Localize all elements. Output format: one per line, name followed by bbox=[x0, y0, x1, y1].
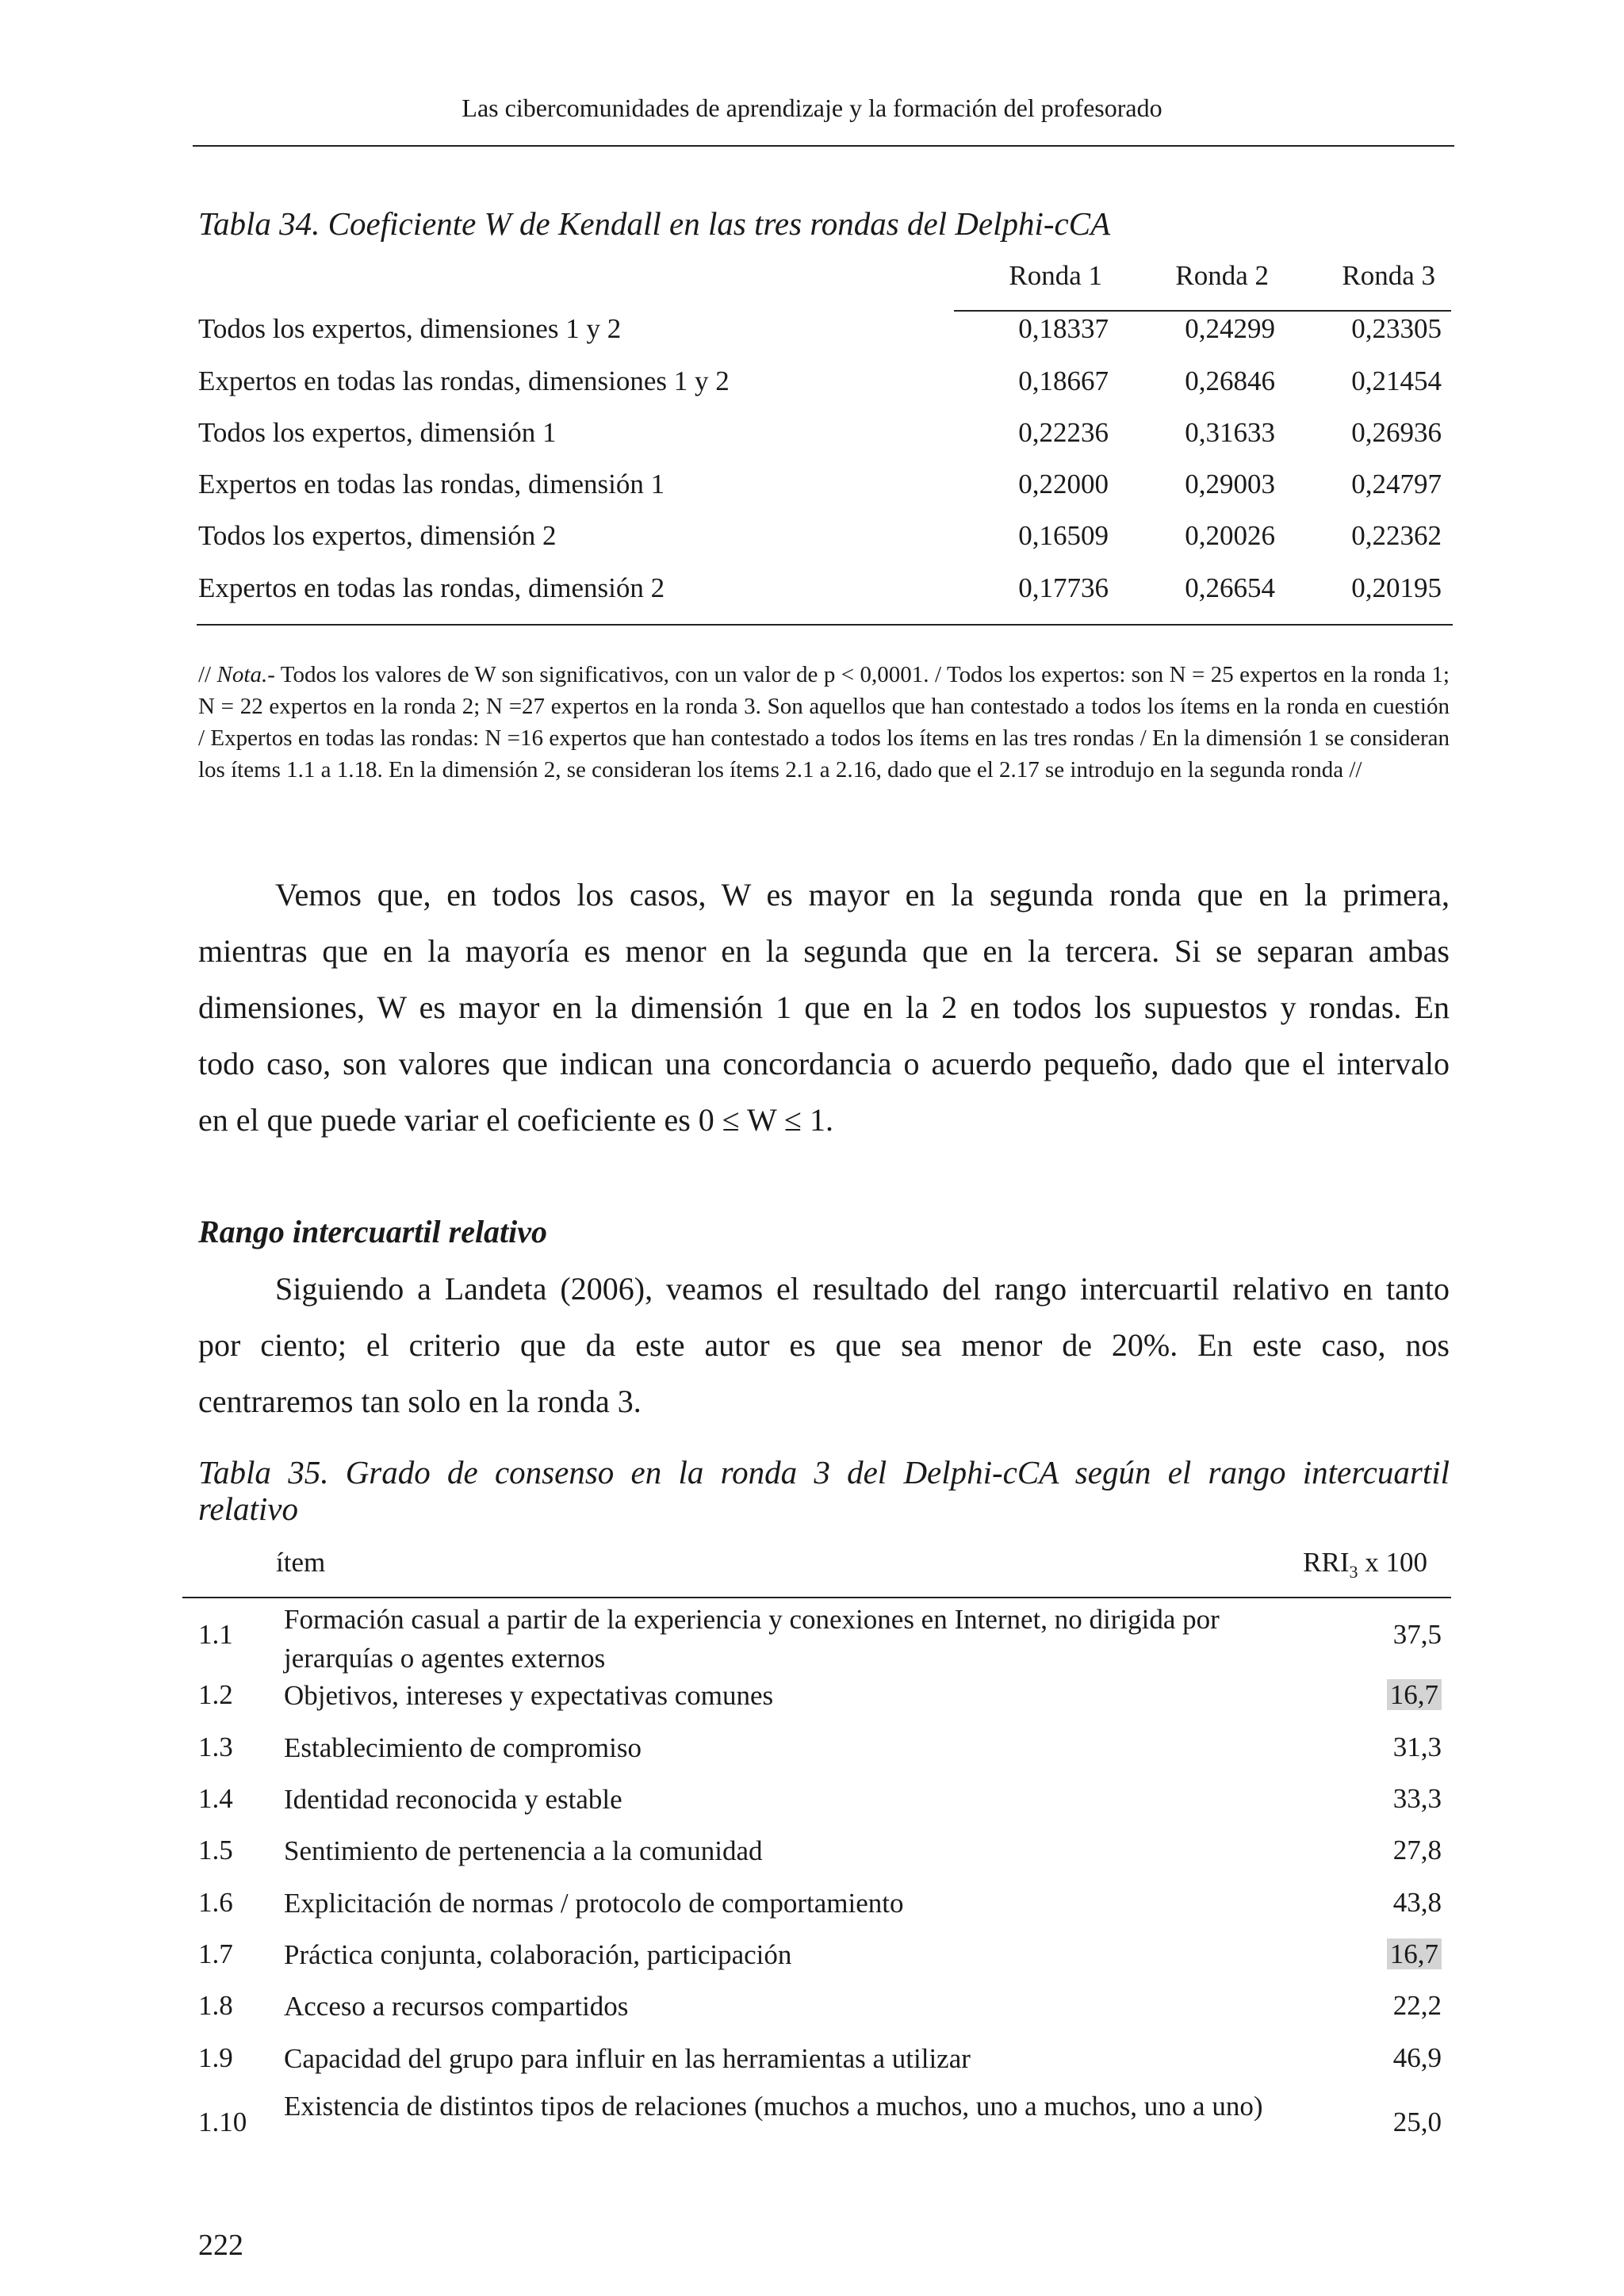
table35-caption-line: relativo bbox=[198, 1490, 299, 1527]
table35-caption bbox=[198, 1454, 1450, 1527]
table35-value: 46,9 bbox=[1392, 2042, 1442, 2073]
table35-value: 43,8 bbox=[1392, 1887, 1442, 1918]
table35-item-number: 1.3 bbox=[198, 1732, 233, 1762]
table35-item-text: Existencia de distintos tipos de relaciones (muchos a muchos, uno a muchos, uno a uno) bbox=[284, 2091, 1263, 2122]
highlight: 16,7 bbox=[1387, 1938, 1442, 1969]
table35-item-number: 1.6 bbox=[198, 1887, 233, 1918]
paragraph-line: Siguiendo a Landeta (2006), veamos el resultado del rango intercuartil relativo en tanto bbox=[275, 1271, 1450, 1307]
paragraph-line: en el que puede variar el coeficiente es 0 ≤ W ≤ 1. bbox=[198, 1102, 833, 1138]
table35-value: 22,2 bbox=[1392, 1990, 1442, 2021]
table35-header-rule bbox=[182, 1597, 1451, 1598]
table34-cell: 0,24797 bbox=[1351, 469, 1442, 499]
table35-value: 33,3 bbox=[1392, 1783, 1442, 1814]
table34-row-label: Expertos en todas las rondas, dimensión 2 bbox=[198, 572, 665, 603]
table34-cell: 0,22362 bbox=[1351, 520, 1442, 551]
table34-cell: 0,26654 bbox=[1185, 572, 1275, 603]
table34-row-label: Todos los expertos, dimensión 1 bbox=[198, 417, 557, 448]
table34-cell: 0,21454 bbox=[1351, 365, 1442, 396]
table35-value: 37,5 bbox=[1392, 1619, 1442, 1650]
note-text: - Todos los valores de W son significativos, con un valor de p < 0,0001. / Todos los expertos: son N = 25 expertos en la ronda 1; N = 22 expertos en la ronda 2; N =27 expertos en la ronda 3. Son aquellos que han contestado a todos los ítems en la ronda en cuestión / Expertos en todas las rondas: N =16 expertos que han contestado a todos los ítems en las tres rondas / En la dimensión 1 se consideran los ítems 1.1 a 1.18. En la dimensión 2, se consideran los ítems 2.1 a 2.16, dado que el 2.17 se introdujo en la segunda ronda // bbox=[198, 662, 1450, 783]
table35-item-text: Sentimiento de pertenencia a la comunidad bbox=[284, 1835, 763, 1866]
paragraph-line: por ciento; el criterio que da este autor es que sea menor de 20%. En este caso, nos bbox=[198, 1327, 1450, 1363]
highlight: 16,7 bbox=[1387, 1679, 1442, 1710]
paragraph-line: dimensiones, W es mayor en la dimensión 1 que en la 2 en todos los supuestos y rondas. En bbox=[198, 989, 1450, 1025]
table34-cell: 0,17736 bbox=[1018, 572, 1109, 603]
table35-value-highlighted bbox=[1387, 1938, 1442, 1970]
table35-item-text: Acceso a recursos compartidos bbox=[284, 1991, 629, 2022]
rri-subscript: 3 bbox=[1349, 1562, 1358, 1582]
table35-item-number: 1.4 bbox=[198, 1783, 233, 1814]
table34-cell: 0,26846 bbox=[1185, 365, 1275, 396]
table35-col-header bbox=[1303, 1547, 1427, 1582]
table35-col-header: ítem bbox=[276, 1547, 326, 1578]
table35-value: 27,8 bbox=[1392, 1835, 1442, 1866]
table34-cell: 0,26936 bbox=[1351, 417, 1442, 448]
body-paragraph bbox=[198, 1261, 1450, 1429]
table35-value: 31,3 bbox=[1392, 1732, 1442, 1762]
table35-item-text: Práctica conjunta, colaboración, participación bbox=[284, 1939, 792, 1970]
table34-row-label: Expertos en todas las rondas, dimensión 1 bbox=[198, 469, 665, 499]
table34-caption: Tabla 34. Coeficiente W de Kendall en las tres rondas del Delphi-cCA bbox=[198, 205, 1111, 242]
table35-item-text: Capacidad del grupo para influir en las herramientas a utilizar bbox=[284, 2043, 971, 2074]
table34-row-label: Todos los expertos, dimensiones 1 y 2 bbox=[198, 313, 622, 344]
table35-item-number: 1.10 bbox=[198, 2107, 247, 2137]
table34-cell: 0,22000 bbox=[1018, 469, 1109, 499]
table35-item-text: Formación casual a partir de la experiencia y conexiones en Internet, no dirigida por jerarquías o agentes externos bbox=[284, 1604, 1220, 1674]
header-rule bbox=[193, 145, 1454, 147]
table35-item-number: 1.7 bbox=[198, 1938, 233, 1969]
table34-cell: 0,23305 bbox=[1351, 313, 1442, 344]
table35-item-number: 1.1 bbox=[198, 1619, 233, 1650]
table34-cell: 0,20195 bbox=[1351, 572, 1442, 603]
note-label: Nota. bbox=[216, 662, 268, 687]
table35-item-text: Explicitación de normas / protocolo de comportamiento bbox=[284, 1888, 904, 1919]
rri-label: RRI bbox=[1303, 1547, 1350, 1578]
table34-row-label: Todos los expertos, dimensión 2 bbox=[198, 520, 557, 551]
note-prefix: // bbox=[198, 662, 217, 687]
table34-cell: 0,20026 bbox=[1185, 520, 1275, 551]
table34-cell: 0,18337 bbox=[1018, 313, 1109, 344]
table34-bottom-rule bbox=[197, 624, 1453, 626]
table34-cell: 0,24299 bbox=[1185, 313, 1275, 344]
table34-header-rule bbox=[954, 310, 1451, 312]
table34-row-label: Expertos en todas las rondas, dimensiones 1 y 2 bbox=[198, 365, 730, 396]
table34-cell: 0,22236 bbox=[1018, 417, 1109, 448]
body-paragraph bbox=[198, 867, 1450, 1148]
table35-item-text: Identidad reconocida y estable bbox=[284, 1784, 622, 1815]
table35-item-number: 1.9 bbox=[198, 2042, 233, 2073]
table34-col-header: Ronda 1 bbox=[1009, 260, 1102, 291]
running-header: Las cibercomunidades de aprendizaje y la formación del profesorado bbox=[462, 94, 1162, 122]
paragraph-line: todo caso, son valores que indican una concordancia o acuerdo pequeño, dado que el intervalo bbox=[198, 1046, 1450, 1081]
table35-value-highlighted bbox=[1387, 1679, 1442, 1711]
table35-item-number: 1.8 bbox=[198, 1990, 233, 2021]
table35-item-text: Establecimiento de compromiso bbox=[284, 1732, 642, 1763]
table34-cell: 0,31633 bbox=[1185, 417, 1275, 448]
table35-item-text: Objetivos, intereses y expectativas comunes bbox=[284, 1680, 774, 1711]
rri-suffix: x 100 bbox=[1358, 1547, 1427, 1578]
table34-col-header: Ronda 3 bbox=[1342, 260, 1435, 291]
table35-value: 25,0 bbox=[1392, 2107, 1442, 2137]
paragraph-line: Vemos que, en todos los casos, W es mayor en la segunda ronda que en la primera, bbox=[275, 877, 1450, 913]
table34-note bbox=[198, 659, 1450, 786]
paragraph-line: mientras que en la mayoría es menor en la segunda que en la tercera. Si se separan ambas bbox=[198, 933, 1450, 969]
table34-col-header: Ronda 2 bbox=[1175, 260, 1269, 291]
page-number: 222 bbox=[198, 2229, 243, 2262]
table34-cell: 0,18667 bbox=[1018, 365, 1109, 396]
paragraph-line: centraremos tan solo en la ronda 3. bbox=[198, 1383, 642, 1419]
table34-cell: 0,29003 bbox=[1185, 469, 1275, 499]
section-heading: Rango intercuartil relativo bbox=[198, 1214, 548, 1249]
table34-cell: 0,16509 bbox=[1018, 520, 1109, 551]
table35-item-number: 1.5 bbox=[198, 1835, 233, 1866]
table35-item-number: 1.2 bbox=[198, 1679, 233, 1710]
table35-caption-line: Tabla 35. Grado de consenso en la ronda 3 del Delphi-cCA según el rango intercuartil bbox=[198, 1454, 1450, 1490]
